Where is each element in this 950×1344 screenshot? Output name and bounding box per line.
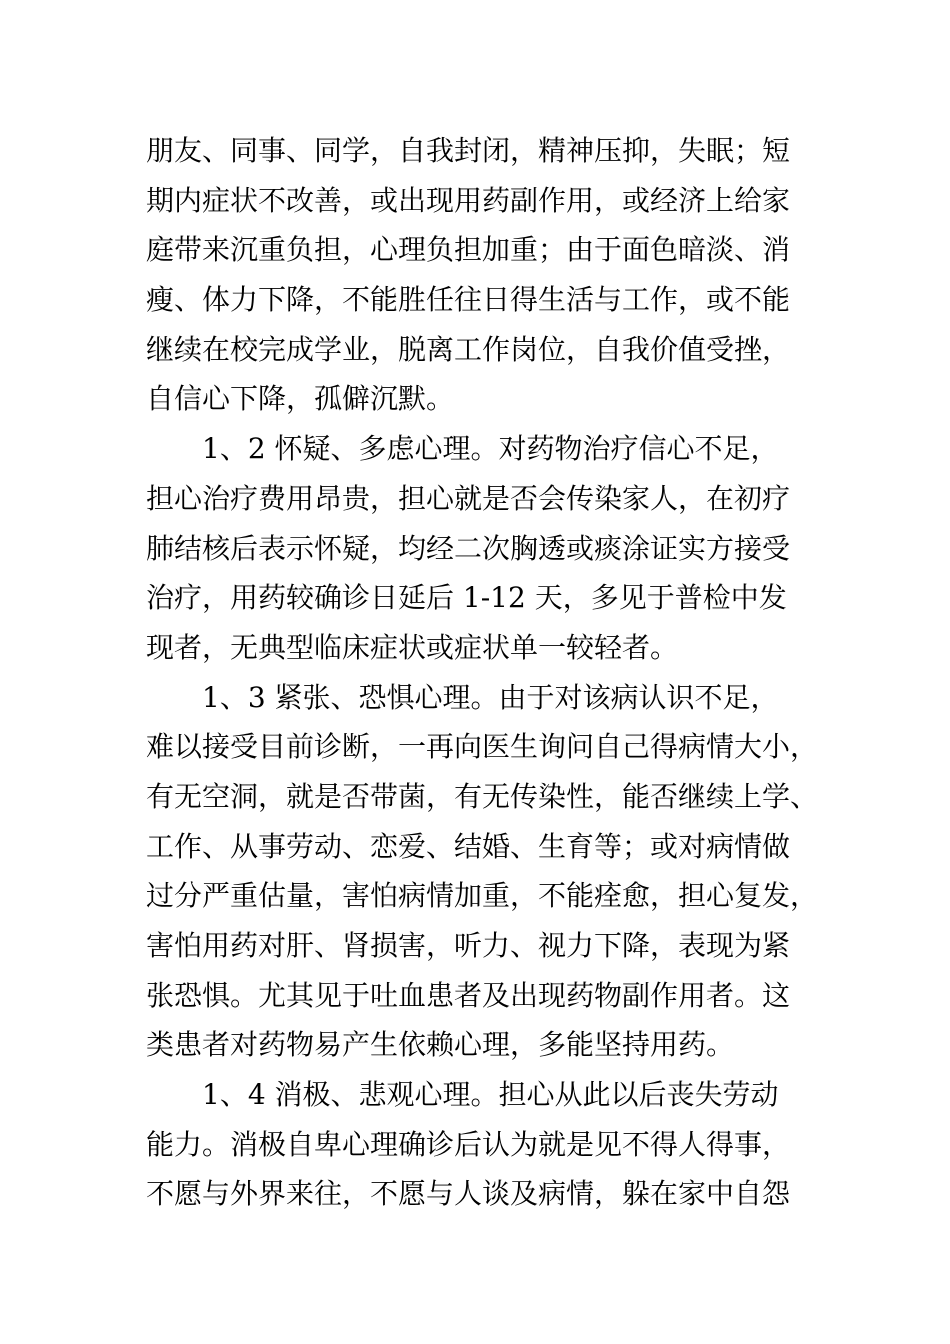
text-line: 治疗，用药较确诊日延后 1-12 天，多见于普检中发 [146,581,787,615]
text-line: 过分严重估量，害怕病情加重，不能痊愈，担心复发， [146,879,819,913]
text-line: 不愿与外界来往，不愿与人谈及病情，躲在家中自怨 [146,1177,791,1211]
text-line: 期内症状不改善，或出现用药副作用，或经济上给家 [146,183,791,217]
text-line: 难以接受目前诊断，一再向医生询问自己得病情大小， [146,730,819,764]
text-line: 瘦、体力下降，不能胜任往日得生活与工作，或不能 [146,283,791,317]
text-line: 害怕用药对肝、肾损害，听力、视力下降，表现为紧 [146,929,791,962]
text-line: 肺结核后表示怀疑，均经二次胸透或痰涂证实方接受 [146,531,791,565]
paragraph-heading-1-2: 1、2 怀疑、多虑心理。对药物治疗信心不足， [202,432,779,466]
text-line: 现者，无典型临床症状或症状单一较轻者。 [146,630,679,664]
text-line: 有无空洞，就是否带菌，有无传染性，能否继续上学、 [146,779,819,813]
text-line: 工作、从事劳动、恋爱、结婚、生育等；或对病情做 [146,829,791,863]
text-line: 自信心下降，孤僻沉默。 [146,382,455,416]
paragraph-heading-1-4: 1、4 消极、悲观心理。担心从此以后丧失劳动 [202,1078,779,1112]
text-line: 担心治疗费用昂贵，担心就是否会传染家人，在初疗 [146,481,791,515]
text-line: 继续在校完成学业，脱离工作岗位，自我价值受挫， [146,332,791,366]
paragraph-heading-1-3: 1、3 紧张、恐惧心理。由于对该病认识不足， [202,680,779,714]
document-body [146,126,826,1219]
text-line: 类患者对药物易产生依赖心理，多能坚持用药。 [146,1028,735,1062]
text-line: 庭带来沉重负担，心理负担加重；由于面色暗淡、消 [146,233,791,267]
text-line: 朋友、同事、同学，自我封闭，精神压抑，失眠；短 [146,134,791,167]
text-line: 能力。消极自卑心理确诊后认为就是见不得人得事， [146,1127,791,1161]
text-line: 张恐惧。尤其见于吐血患者及出现药物副作用者。这 [146,978,791,1012]
